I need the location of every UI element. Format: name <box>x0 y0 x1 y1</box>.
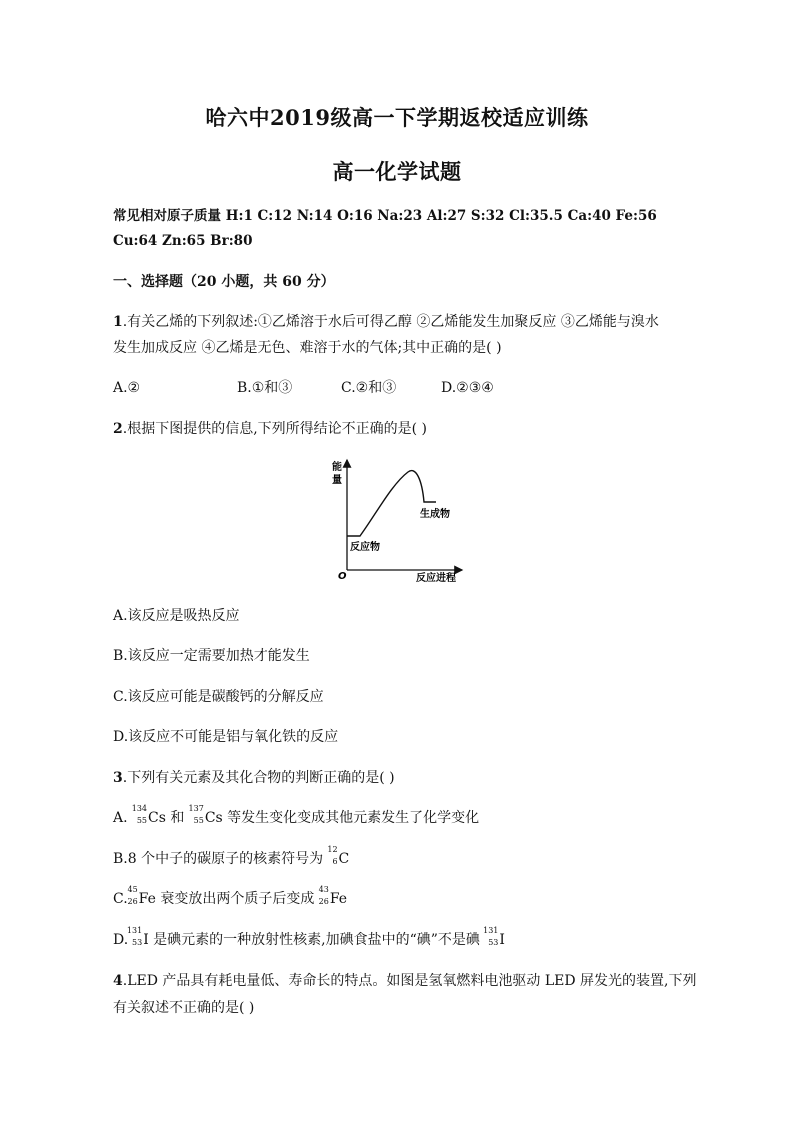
question-1-option-d: D.②③④ <box>441 380 494 396</box>
nuclide-fe43: 43 26 <box>318 885 329 906</box>
exam-title: 哈六中2019级高一下学期返校适应训练 <box>205 105 589 130</box>
y-axis-label-2: 量 <box>332 475 342 486</box>
nuclide-cs134: 134 55 <box>131 804 148 825</box>
question-2-option-a: A.该反应是吸热反应 <box>113 608 240 624</box>
exam-subtitle: 高一化学试题 <box>332 159 462 184</box>
question-1-line1: 1.有关乙烯的下列叙述:①乙烯溶于水后可得乙醇 ②乙烯能发生加聚反应 ③乙烯能与溴水 <box>113 314 659 330</box>
question-1-option-c: C.②和③ <box>341 380 397 396</box>
section-heading: 一、选择题（20 小题，共 60 分） <box>113 274 335 290</box>
question-1-line2: 发生加成反应 ④乙烯是无色、难溶于水的气体;其中正确的是( ) <box>113 340 502 356</box>
question-number: 3 <box>113 770 123 786</box>
origin-label: O <box>338 571 347 582</box>
question-2-stem: 2.根据下图提供的信息,下列所得结论不正确的是( ) <box>113 421 428 437</box>
nuclide-i131-2: 131 53 <box>483 926 499 947</box>
question-number: 1 <box>113 314 123 330</box>
question-3-option-b: B.8 个中子的碳原子的核素符号为 12 6 C <box>113 845 350 867</box>
reactant-label: 反应物 <box>350 542 380 553</box>
product-label: 生成物 <box>420 509 450 520</box>
atomic-masses-line1: 常见相对原子质量 H:1 C:12 N:14 O:16 Na:23 Al:27 S:32 Cl:35.5 Ca:40 Fe:56 <box>113 208 657 224</box>
nuclide-fe45: 45 26 <box>127 885 138 906</box>
question-2-option-d: D.该反应不可能是铝与氧化铁的反应 <box>113 729 339 745</box>
question-3-stem: 3.下列有关元素及其化合物的判断正确的是( ) <box>113 770 395 786</box>
question-4-line2: 有关叙述不正确的是( ) <box>113 1000 255 1016</box>
nuclide-c12: 12 6 <box>327 845 338 866</box>
question-1-option-a: A.② <box>113 380 141 396</box>
question-2-option-c: C.该反应可能是碳酸钙的分解反应 <box>113 689 324 705</box>
question-number: 4 <box>113 973 123 989</box>
y-axis-label-1: 能 <box>332 462 342 473</box>
question-3-option-a: A. 134 55 Cs 和 137 55 Cs 等发生变化变成其他元素发生了化学变化 <box>113 804 480 826</box>
energy-diagram <box>326 454 468 588</box>
question-3-option-d: D. 131 53 I 是碘元素的一种放射性核素,加碘食盐中的“碘”不是碘 131 53 I <box>113 926 505 948</box>
x-axis-label: 反应进程 <box>416 573 456 584</box>
question-1-option-b: B.①和③ <box>237 380 293 396</box>
question-number: 2 <box>113 421 123 437</box>
atomic-masses-line2: Cu:64 Zn:65 Br:80 <box>113 233 253 249</box>
question-4-line1: 4.LED 产品具有耗电量低、寿命长的特点。如图是氢氧燃料电池驱动 LED 屏发光的装置,下列 <box>113 973 697 989</box>
energy-curve <box>347 471 436 536</box>
nuclide-i131: 131 53 <box>126 926 143 947</box>
nuclide-cs137: 137 55 <box>188 804 204 825</box>
question-2-option-b: B.该反应一定需要加热才能发生 <box>113 648 310 664</box>
question-3-option-c: C. 45 26 Fe 衰变放出两个质子后变成 43 26 Fe <box>113 885 348 907</box>
